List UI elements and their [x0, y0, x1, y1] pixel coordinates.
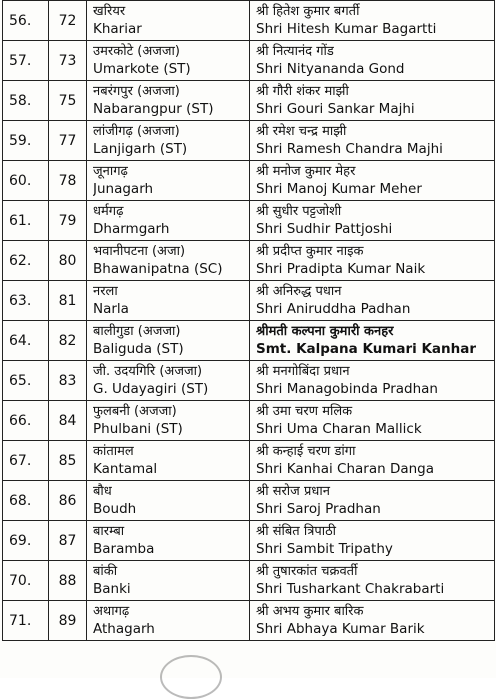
candidate-english: Shri Tusharkant Chakrabarti: [256, 581, 445, 597]
constituency-hindi: जी. उदयगिरि (अजजा): [93, 364, 203, 379]
constituency-number: 89: [49, 601, 87, 641]
candidate-english: Shri Gouri Sankar Majhi: [256, 101, 415, 117]
table-row: [3, 161, 495, 201]
constituency-english: Nabarangpur (ST): [93, 101, 214, 117]
constituency-number: 78: [49, 161, 87, 201]
constituency-hindi: खरियर: [93, 4, 126, 19]
constituency-number: 80: [49, 241, 87, 281]
constituency-cell: [87, 321, 250, 361]
constituency-hindi: नबरंगपुर (अजजा): [93, 84, 180, 99]
candidate-hindi: श्री सुधीर पट्टजोशी: [256, 204, 342, 219]
constituency-hindi: बांकी: [93, 564, 118, 579]
constituency-number: 73: [49, 41, 87, 81]
table-row: [3, 201, 495, 241]
constituency-english: Kantamal: [93, 461, 158, 477]
table-row: [3, 481, 495, 521]
constituency-number: 88: [49, 561, 87, 601]
constituency-number: 72: [49, 1, 87, 41]
constituency-english: Umarkote (ST): [93, 61, 191, 77]
candidate-english: Shri Manoj Kumar Meher: [256, 181, 422, 197]
serial-number: 63.: [3, 281, 49, 321]
candidate-cell: [250, 321, 495, 361]
constituency-hindi: भवानीपटना (अजा): [93, 244, 186, 259]
candidate-cell: [250, 361, 495, 401]
table-row: [3, 401, 495, 441]
serial-number: 61.: [3, 201, 49, 241]
candidate-english: Shri Saroj Pradhan: [256, 501, 381, 517]
constituency-english: Phulbani (ST): [93, 421, 183, 437]
candidate-hindi: श्री अभय कुमार बारिक: [256, 604, 364, 619]
candidate-cell: [250, 241, 495, 281]
candidate-english: Shri Nityananda Gond: [256, 61, 405, 77]
candidate-hindi: श्री सरोज प्रधान: [256, 484, 330, 499]
constituency-cell: [87, 121, 250, 161]
candidate-cell: [250, 161, 495, 201]
constituency-number: 79: [49, 201, 87, 241]
serial-number: 70.: [3, 561, 49, 601]
constituency-hindi: कांतामल: [93, 444, 134, 459]
constituency-hindi: बारम्बा: [93, 524, 125, 539]
candidate-hindi: श्री गौरी शंकर माझी: [256, 84, 349, 99]
candidate-english: Shri Sambit Tripathy: [256, 541, 393, 557]
table-row: [3, 321, 495, 361]
candidate-hindi: श्री तुषारकांत चक्रवर्ती: [256, 564, 358, 579]
table-row: [3, 561, 495, 601]
table-row: [3, 441, 495, 481]
constituency-english: Khariar: [93, 21, 142, 37]
constituency-cell: [87, 401, 250, 441]
candidate-hindi: श्री हितेश कुमार बगर्ती: [256, 4, 360, 19]
candidate-hindi: श्रीमती कल्पना कुमारी कनहर: [256, 324, 394, 339]
constituency-cell: [87, 441, 250, 481]
table-row: [3, 361, 495, 401]
constituency-english: Boudh: [93, 501, 137, 517]
constituency-english: Dharmgarh: [93, 221, 170, 237]
serial-number: 64.: [3, 321, 49, 361]
constituency-cell: [87, 41, 250, 81]
serial-number: 57.: [3, 41, 49, 81]
constituency-cell: [87, 201, 250, 241]
constituency-number: 86: [49, 481, 87, 521]
serial-number: 66.: [3, 401, 49, 441]
constituency-english: Baramba: [93, 541, 155, 557]
constituency-hindi: बालीगुडा (अजजा): [93, 324, 181, 339]
constituency-hindi: फुलबनी (अजजा): [93, 404, 177, 419]
constituency-number: 81: [49, 281, 87, 321]
seal-stamp: [160, 655, 222, 699]
constituency-english: Bhawanipatna (SC): [93, 261, 223, 277]
constituency-cell: [87, 601, 250, 641]
candidate-hindi: श्री मनोज कुमार मेहर: [256, 164, 356, 179]
constituency-english: G. Udayagiri (ST): [93, 381, 209, 397]
constituency-hindi: लांजीगढ़ (अजजा): [93, 124, 180, 139]
serial-number: 67.: [3, 441, 49, 481]
constituency-cell: [87, 1, 250, 41]
candidate-hindi: श्री अनिरुद्ध पधान: [256, 284, 342, 299]
constituency-hindi: अथागढ़: [93, 604, 130, 619]
candidate-english: Shri Hitesh Kumar Bagartti: [256, 21, 437, 37]
constituency-number: 83: [49, 361, 87, 401]
serial-number: 68.: [3, 481, 49, 521]
candidate-english: Shri Uma Charan Mallick: [256, 421, 422, 437]
serial-number: 58.: [3, 81, 49, 121]
constituency-number: 84: [49, 401, 87, 441]
candidate-english: Shri Managobinda Pradhan: [256, 381, 438, 397]
table-row: [3, 601, 495, 641]
serial-number: 69.: [3, 521, 49, 561]
candidate-hindi: श्री प्रदीप्त कुमार नाइक: [256, 244, 364, 259]
candidate-cell: [250, 561, 495, 601]
candidate-cell: [250, 201, 495, 241]
constituency-hindi: धर्मगढ़: [93, 204, 124, 219]
table-row: [3, 1, 495, 41]
candidate-english: Shri Ramesh Chandra Majhi: [256, 141, 443, 157]
constituency-english: Lanjigarh (ST): [93, 141, 188, 157]
candidate-english: Smt. Kalpana Kumari Kanhar: [256, 341, 477, 357]
candidate-cell: [250, 441, 495, 481]
constituency-english: Athagarh: [93, 621, 155, 637]
candidate-hindi: श्री रमेश चन्द्र माझी: [256, 124, 347, 139]
serial-number: 62.: [3, 241, 49, 281]
candidate-cell: [250, 81, 495, 121]
constituency-cell: [87, 481, 250, 521]
constituency-cell: [87, 561, 250, 601]
candidate-hindi: श्री संबित त्रिपाठी: [256, 524, 337, 539]
constituency-number: 85: [49, 441, 87, 481]
constituency-cell: [87, 81, 250, 121]
constituency-cell: [87, 281, 250, 321]
constituency-cell: [87, 161, 250, 201]
constituency-number: 75: [49, 81, 87, 121]
constituency-cell: [87, 521, 250, 561]
constituency-number: 87: [49, 521, 87, 561]
constituency-number: 77: [49, 121, 87, 161]
candidate-cell: [250, 121, 495, 161]
table-row: [3, 81, 495, 121]
table-row: [3, 281, 495, 321]
candidate-hindi: श्री नित्यानंद गोंड: [256, 44, 334, 59]
constituency-cell: [87, 241, 250, 281]
constituency-english: Banki: [93, 581, 131, 597]
candidate-cell: [250, 521, 495, 561]
constituency-english: Junagarh: [93, 181, 154, 197]
candidate-table: [2, 0, 495, 641]
candidate-cell: [250, 481, 495, 521]
candidate-hindi: श्री उमा चरण मलिक: [256, 404, 353, 419]
candidate-hindi: श्री कन्हाई चरण डांगा: [256, 444, 356, 459]
serial-number: 71.: [3, 601, 49, 641]
candidate-cell: [250, 1, 495, 41]
constituency-hindi: जूनागढ़: [93, 164, 128, 179]
candidate-english: Shri Abhaya Kumar Barik: [256, 621, 425, 637]
candidate-english: Shri Sudhir Pattjoshi: [256, 221, 393, 237]
candidate-hindi: श्री मनगोबिंदा प्रधान: [256, 364, 350, 379]
constituency-hindi: उमरकोटे (अजजा): [93, 44, 180, 59]
serial-number: 60.: [3, 161, 49, 201]
constituency-english: Baliguda (ST): [93, 341, 184, 357]
constituency-english: Narla: [93, 301, 129, 317]
candidate-cell: [250, 401, 495, 441]
serial-number: 65.: [3, 361, 49, 401]
table-row: [3, 121, 495, 161]
candidate-cell: [250, 601, 495, 641]
table-row: [3, 521, 495, 561]
candidate-cell: [250, 41, 495, 81]
serial-number: 59.: [3, 121, 49, 161]
table-row: [3, 41, 495, 81]
candidate-english: Shri Pradipta Kumar Naik: [256, 261, 426, 277]
constituency-number: 82: [49, 321, 87, 361]
constituency-hindi: बौध: [93, 484, 112, 499]
constituency-hindi: नरला: [93, 284, 118, 299]
candidate-english: Shri Aniruddha Padhan: [256, 301, 411, 317]
candidate-cell: [250, 281, 495, 321]
table-row: [3, 241, 495, 281]
candidate-english: Shri Kanhai Charan Danga: [256, 461, 435, 477]
serial-number: 56.: [3, 1, 49, 41]
constituency-cell: [87, 361, 250, 401]
